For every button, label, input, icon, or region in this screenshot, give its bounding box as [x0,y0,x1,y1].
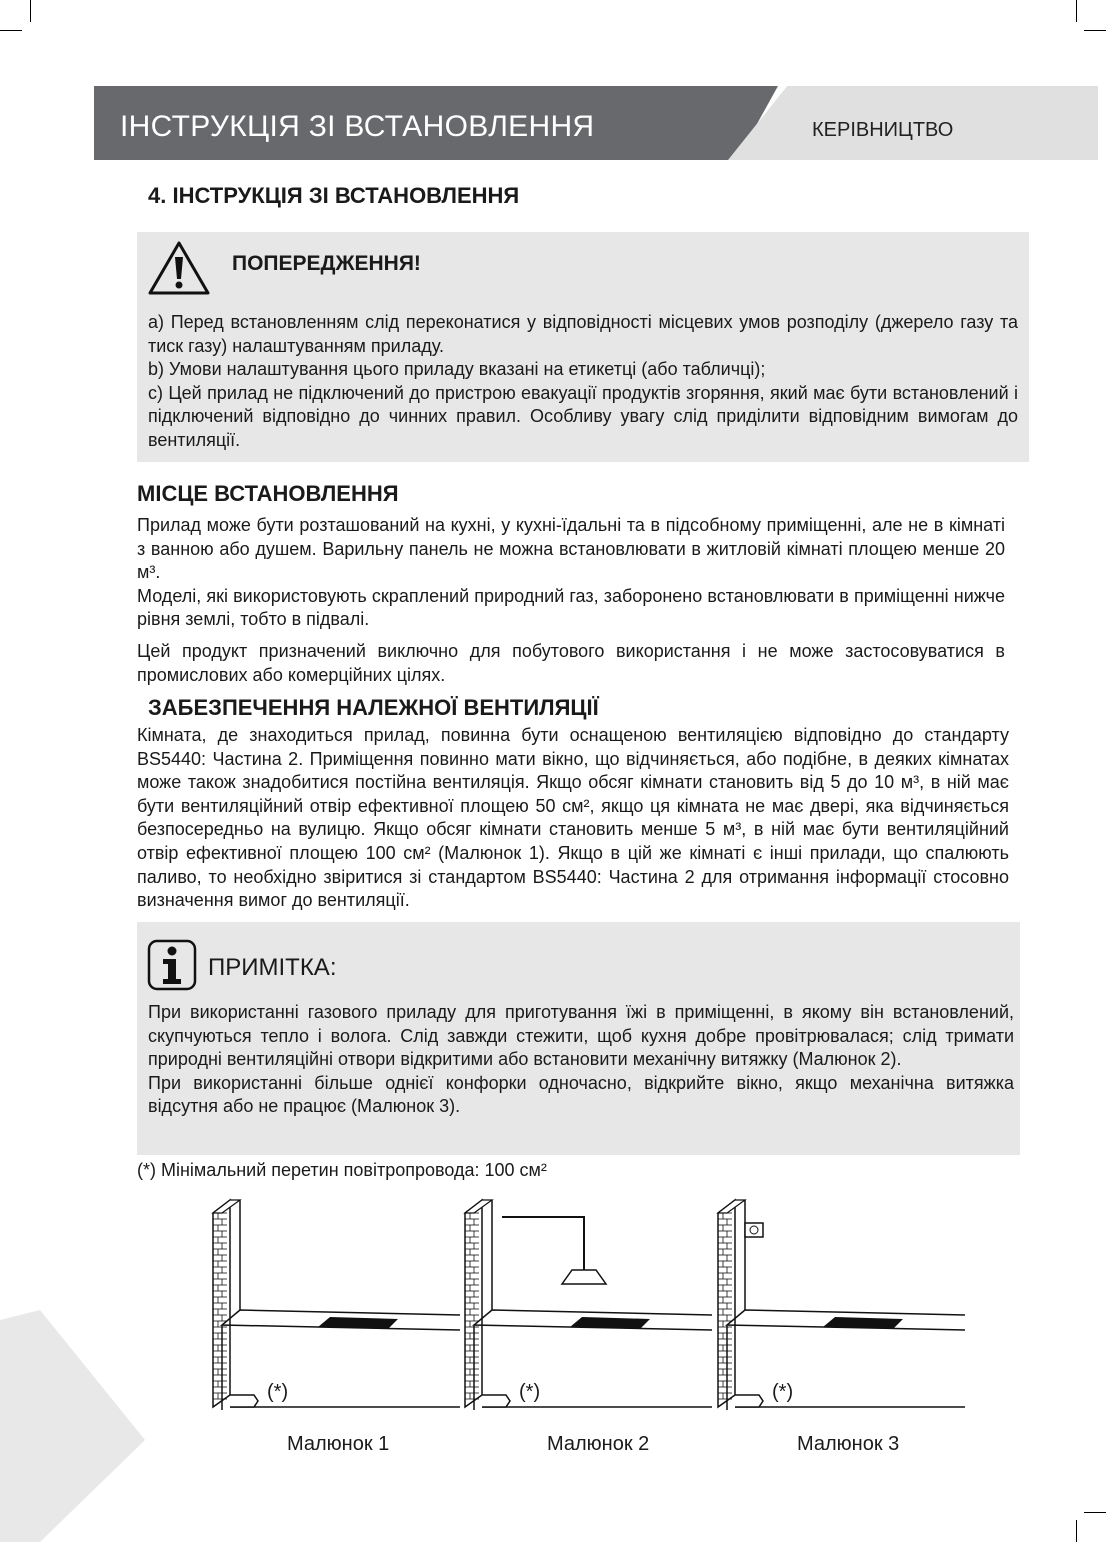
header-title: ІНСТРУКЦІЯ ЗІ ВСТАНОВЛЕННЯ [120,110,595,143]
location-paragraph: Цей продукт призначений виключно для побутового використання і не може застосовуватися в промислових або комерційних цілях. [137,640,1005,685]
crop-mark [30,0,31,22]
note-box [137,922,1020,1155]
location-title: МІСЦЕ ВСТАНОВЛЕННЯ [137,481,399,506]
warning-title: ПОПЕРЕДЖЕННЯ! [232,252,421,275]
ventilation-title: ЗАБЕЗПЕЧЕННЯ НАЛЕЖНОЇ ВЕНТИЛЯЦІЇ [148,695,599,720]
crop-mark [1084,1512,1106,1513]
info-icon [147,939,197,991]
footnote: (*) Мінімальний перетин повітропровода: 100 см² [137,1160,547,1180]
section-title: 4. ІНСТРУКЦІЯ ЗІ ВСТАНОВЛЕННЯ [148,183,520,208]
ventilation-figure [462,1195,712,1420]
warning-item: a) Перед встановленням слід переконатися у відповідності місцевих умов розподілу (джерело газу та тиск газу) налаштуванням приладу. [148,312,1018,356]
header-tab: КЕРІВНИЦТВО [812,119,954,141]
warning-box [137,232,1029,462]
ventilation-figure [715,1195,965,1420]
figure-caption: Малюнок 2 [547,1433,650,1455]
figure-caption: Малюнок 1 [287,1433,390,1455]
figure-caption: Малюнок 3 [797,1433,900,1455]
kitchen-illustration [715,1195,965,1415]
location-paragraph: Прилад може бути розташований на кухні, у кухні-їдальні та в підсобному приміщенні, але не в кімнаті з ванною або душем. Варильну панель не можна встановлювати в житловій кімнаті площею менше 20 м³. [137,515,1005,583]
vent-label: (*) [267,1381,289,1403]
note-paragraph: При використанні газового приладу для приготування їжі в приміщенні, в якому він встановлений, скупчуються тепло і волога. Слід завжди стежити, щоб кухня добре провітрювалася; слід тримати природні вентиляційні отвори відкритими або встановити механічну витяжку (Малюнок 2). [148,1002,1014,1070]
ventilation-figure [210,1195,460,1420]
corner-decoration [0,1300,150,1542]
crop-mark [1076,1520,1077,1542]
note-paragraph: При використанні більше однієї конфорки одночасно, відкрийте вікно, якщо механічна витяжка відсутня або не працює (Малюнок 3). [148,1072,1014,1117]
crop-mark [1076,0,1077,22]
warning-item: c) Цей прилад не підключений до пристрою евакуації продуктів згоряння, який має бути встановлений і підключений відповідно до чинних правил. Особливу увагу слід приділити відповідним вимогам до вентиляції. [148,382,1018,450]
kitchen-illustration [210,1195,460,1415]
crop-mark [1084,30,1106,31]
kitchen-illustration [462,1195,712,1415]
warning-item: b) Умови налаштування цього приладу вказані на етикетці (або табличці); [148,359,766,380]
warning-icon [147,240,211,296]
crop-mark [0,30,22,31]
location-paragraph: Моделі, які використовують скраплений природний газ, заборонено встановлювати в приміщенні нижче рівня землі, тобто в підвалі. [137,585,1005,630]
note-title: ПРИМІТКА: [208,954,337,981]
vent-label: (*) [772,1381,794,1403]
ventilation-paragraph: Кімната, де знаходиться прилад, повинна бути оснащеною вентиляцією відповідно до стандарту BS5440: Частина 2. Приміщення повинно мати вікно, що відчиняється, або подібне, в деяких кімнатах може також знадобитися постійна вентиляція. Якщо обсяг кімнати становить від 5 до 10 м³, в ній має бути вентиляційний отвір ефективної площею 50 см², якщо ця кімната не має двері, яка відчиняється безпосередньо на вулицю. Якщо обсяг кімнати становить менше 5 м³, в ній має бути вентиляційний отвір ефективної площею 100 см² (Малюнок 1). Якщо в цій же кімнаті є інші прилади, що спалюють паливо, то необхідно звіритися зі стандартом BS5440: Частина 2 для отримання інформації стосовно визначення вимог до вентиляції. [137,725,1009,911]
vent-label: (*) [519,1381,541,1403]
